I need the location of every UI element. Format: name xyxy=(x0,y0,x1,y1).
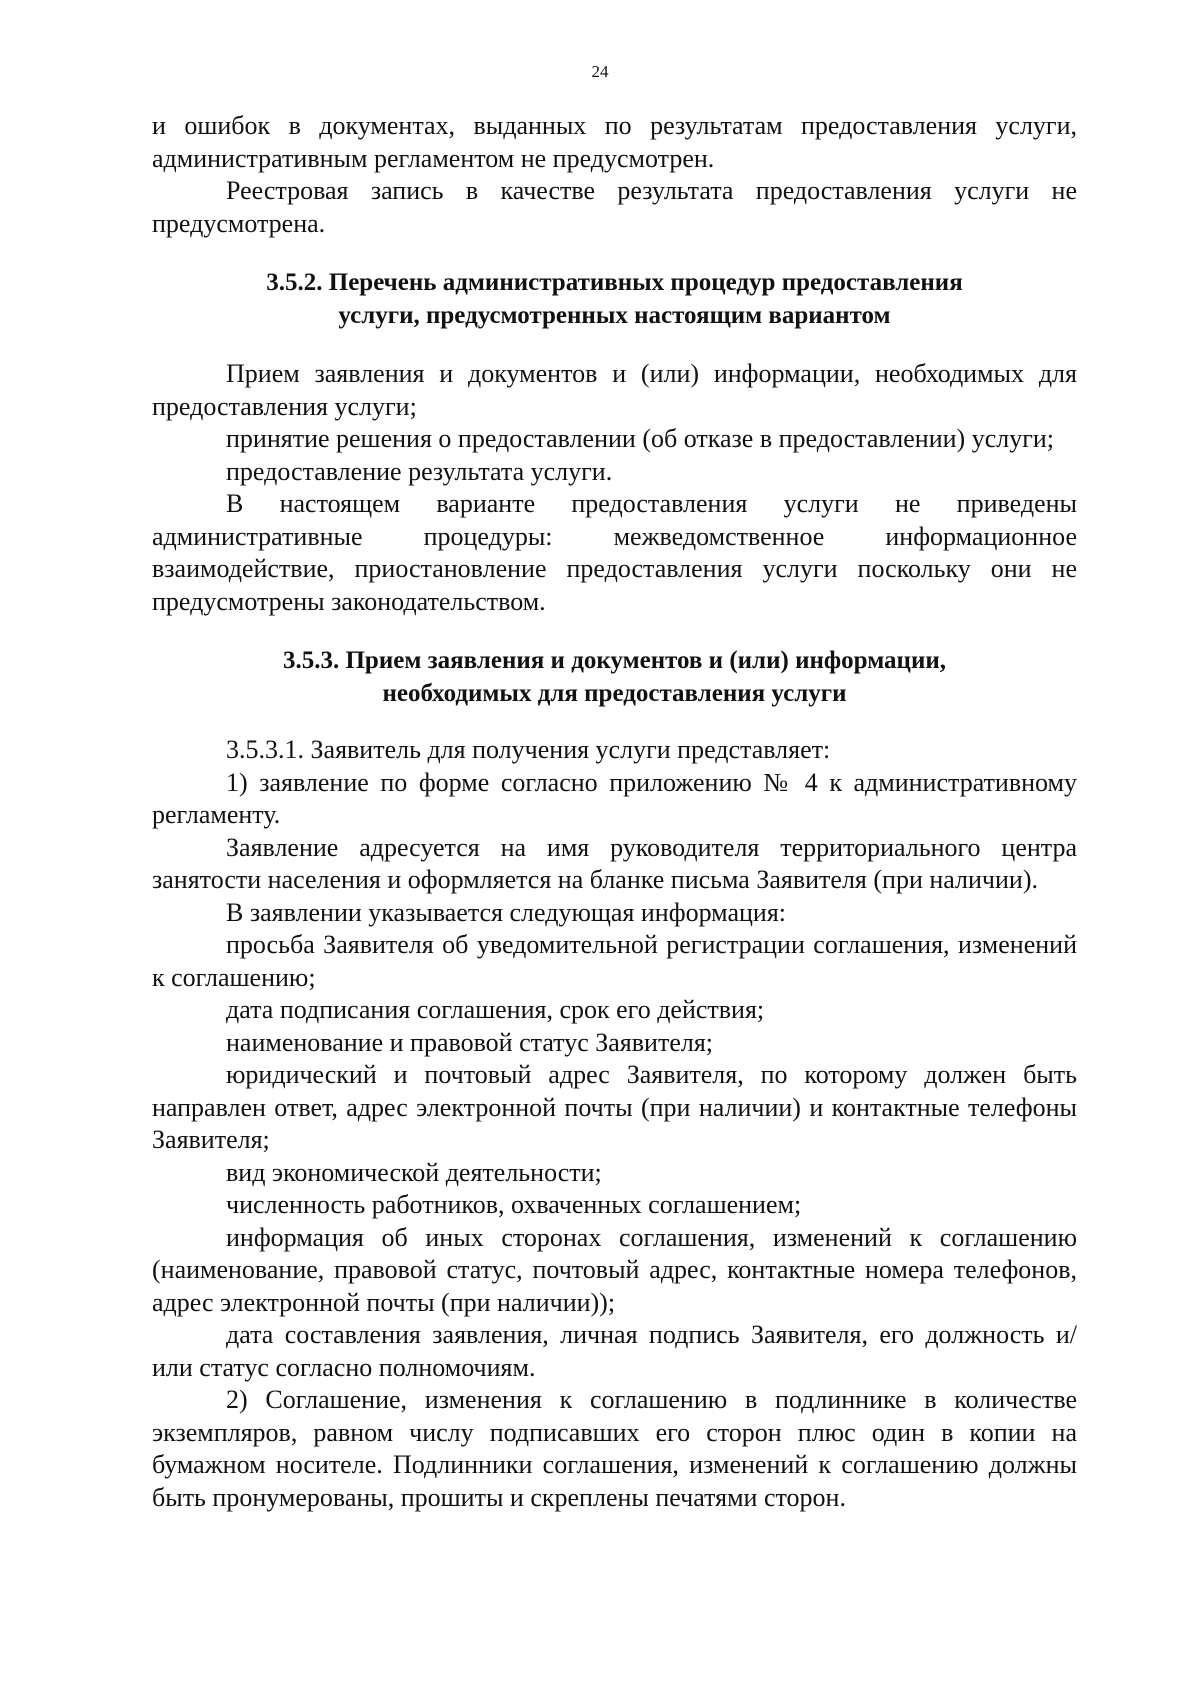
section-3-5-3-paragraph-10: численность работников, охваченных соглашением; xyxy=(226,1190,802,1219)
section-3-5-3-paragraph-7: наименование и правовой статус Заявителя; xyxy=(226,1027,714,1057)
section-3-5-2-heading-line-1: 3.5.2. Перечень административных процедур предоставления xyxy=(266,269,963,296)
section-3-5-2-paragraph-2: принятие решения о предоставлении (об отказе в предоставлении) услуги; xyxy=(226,424,1055,453)
section-3-5-3-paragraph-5: просьба Заявителя об уведомительной регистрации соглашения, изменений к соглашению; xyxy=(152,930,1077,992)
document-body xyxy=(152,110,1077,1514)
section-3-5-3-heading-line-1: 3.5.3. Прием заявления и документов и (или) информации, xyxy=(282,647,947,674)
section-3-5-2-paragraph-3: предоставление результата услуги. xyxy=(226,456,613,486)
section-3-5-3-paragraph-11: информация об иных сторонах соглашения, изменений к соглашению (наименование, правовой статус, почтовый адрес, контактные номера телефонов, адрес электронной почты (при наличии)); xyxy=(152,1222,1077,1317)
section-3-5-3-heading xyxy=(152,644,1077,710)
section-3-5-2-heading-line-2: услуги, предусмотренных настоящим вариантом xyxy=(338,302,891,329)
section-3-5-3-paragraph-2: 1) заявление по форме согласно приложению № 4 к административному регламенту. xyxy=(152,767,1077,829)
section-3-5-3-heading-line-2: необходимых для предоставления услуги xyxy=(382,680,847,707)
section-3-5-3-paragraph-3: Заявление адресуется на имя руководителя территориального центра занятости населения и оформляется на бланке письма Заявителя (при наличии). xyxy=(152,832,1077,894)
section-3-5-3-paragraph-1: 3.5.3.1. Заявитель для получения услуги представляет: xyxy=(226,735,831,764)
section-3-5-2-paragraph-4: В настоящем варианте предоставления услуги не приведены административные процедуры: межведомственное информационное взаимодействие, приостановление предоставления услуги поскольку они не предусмотрены законодательством. xyxy=(152,489,1077,616)
section-3-5-3-paragraph-4: В заявлении указывается следующая информация: xyxy=(226,897,787,927)
section-3-5-3-paragraph-12: дата составления заявления, личная подпись Заявителя, его должность и/или статус согласно полномочиям. xyxy=(152,1320,1077,1382)
page-number: 24 xyxy=(591,62,609,81)
section-3-5-3-paragraph-13: 2) Соглашение, изменения к соглашению в подлиннике в количестве экземпляров, равном числу подписавших его сторон плюс один в копии на бумажном носителе. Подлинники соглашения, изменений к соглашению должны быть пронумерованы, прошиты и скреплены печатями сторон. xyxy=(152,1385,1077,1512)
section-3-5-2-paragraph-1: Прием заявления и документов и (или) информации, необходимых для предоставления услуги; xyxy=(152,359,1077,421)
section-3-5-3-paragraph-9: вид экономической деятельности; xyxy=(226,1157,602,1187)
section-3-5-3-paragraph-8: юридический и почтовый адрес Заявителя, по которому должен быть направлен ответ, адрес электронной почты (при наличии) и контактные телефоны Заявителя; xyxy=(152,1060,1077,1154)
intro-paragraph-2: Реестровая запись в качестве результата предоставления услуги не предусмотрена. xyxy=(152,176,1077,238)
intro-paragraph-1: и ошибок в документах, выданных по результатам предоставления услуги, административным регламентом не предусмотрен. xyxy=(152,111,1077,173)
section-3-5-3-paragraph-6: дата подписания соглашения, срок его действия; xyxy=(226,995,765,1024)
section-3-5-2-heading xyxy=(152,266,1077,332)
